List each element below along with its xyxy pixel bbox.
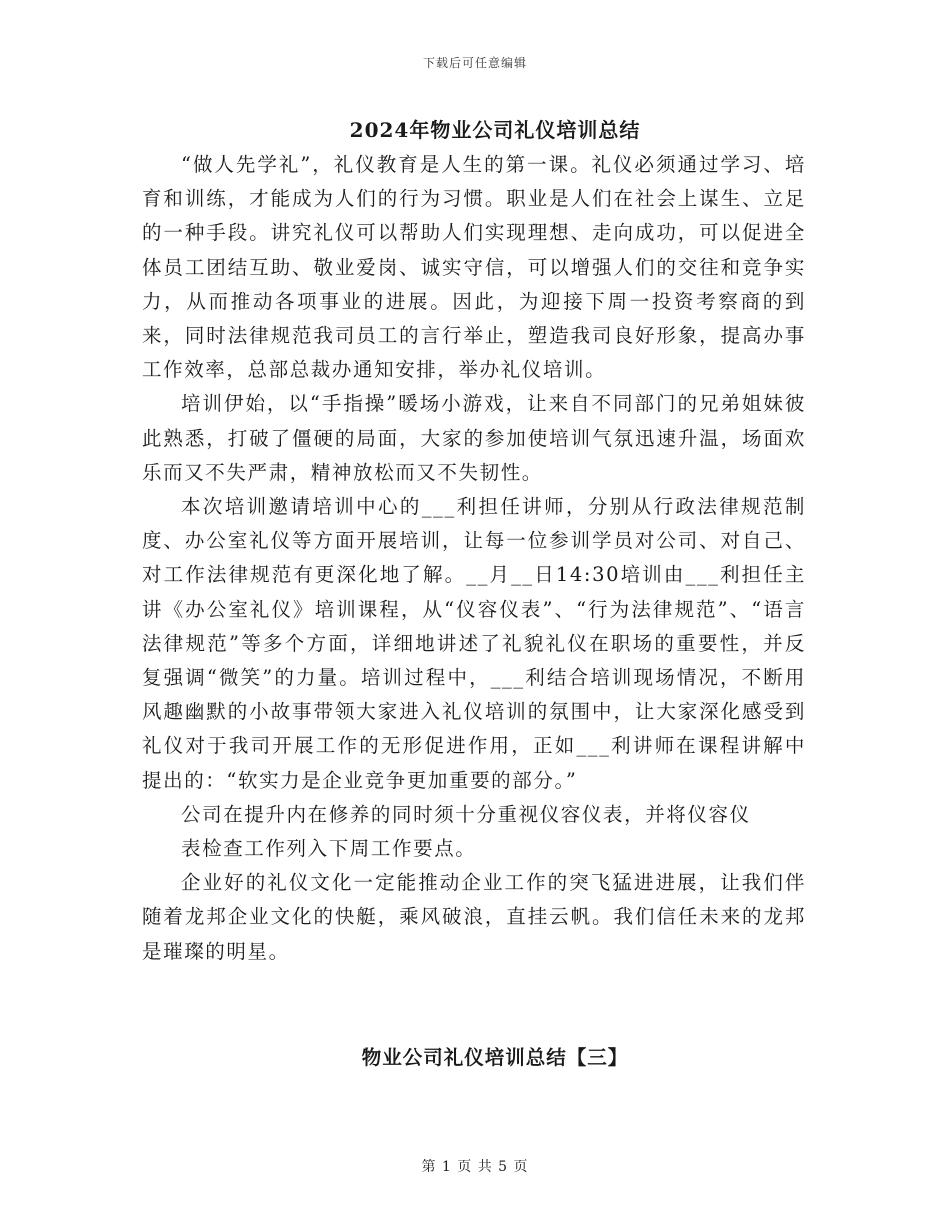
paragraph-appearance: 公司在提升内在修养的同时须十分重视仪容仪表，并将仪容仪	[181, 802, 751, 826]
paragraph-appearance-continued: 表检查工作列入下周工作要点。	[181, 837, 477, 861]
paragraph-warmup: 培训伊始，以“手指操”暖场小游戏，让来自不同部门的兄弟姐妹彼此熟悉，打破了僵硬的局面，大家的参加使培训气氛迅速升温，场面欢乐而又不失严肃，精神放松而又不失韧性。	[142, 392, 806, 484]
document-title: 2024年物业公司礼仪培训总结	[349, 118, 641, 142]
paragraph-training-content: 本次培训邀请培训中心的___利担任讲师，分别从行政法律规范制度、办公室礼仪等方面开展培训，让每一位参训学员对公司、对自己、对工作法律规范有更深化地了解。__月__日14:30培训由___利担任主讲《办公室礼仪》培训课程，从“仪容仪表”、“行为法律规范”、“语言法律规范”等多个方面，详细地讲述了礼貌礼仪在职场的重要性，并反复强调“微笑”的力量。培训过程中，___利结合培训现场情况，不断用风趣幽默的小故事带领大家进入礼仪培训的氛围中，让大家深化感受到礼仪对于我司开展工作的无形促进作用，正如___利讲师在课程讲解中提出的：“软实力是企业竞争更加重要的部分。”	[142, 495, 806, 792]
paragraph-intro: “做人先学礼”，礼仪教育是人生的第一课。礼仪必须通过学习、培育和训练，才能成为人们的行为习惯。职业是人们在社会上谋生、立足的一种手段。讲究礼仪可以帮助人们实现理想、走向成功，可以促进全体员工团结互助、敬业爱岗、诚实守信，可以增强人们的交往和竞争实力，从而推动各项事业的进展。因此，为迎接下周一投资考察商的到来，同时法律规范我司员工的言行举止，塑造我司良好形象，提高办事工作效率，总部总裁办通知安排，举办礼仪培训。	[142, 153, 806, 382]
section-title: 物业公司礼仪培训总结【三】	[361, 1046, 629, 1069]
page-number-footer: 第 1 页 共 5 页	[421, 1159, 529, 1175]
paragraph-conclusion: 企业好的礼仪文化一定能推动企业工作的突飞猛进进展，让我们伴随着龙邦企业文化的快艇，乘风破浪，直挂云帆。我们信任未来的龙邦是璀璨的明星。	[142, 871, 806, 963]
document-body	[142, 148, 806, 969]
page-header-note: 下载后可任意编辑	[422, 56, 527, 70]
